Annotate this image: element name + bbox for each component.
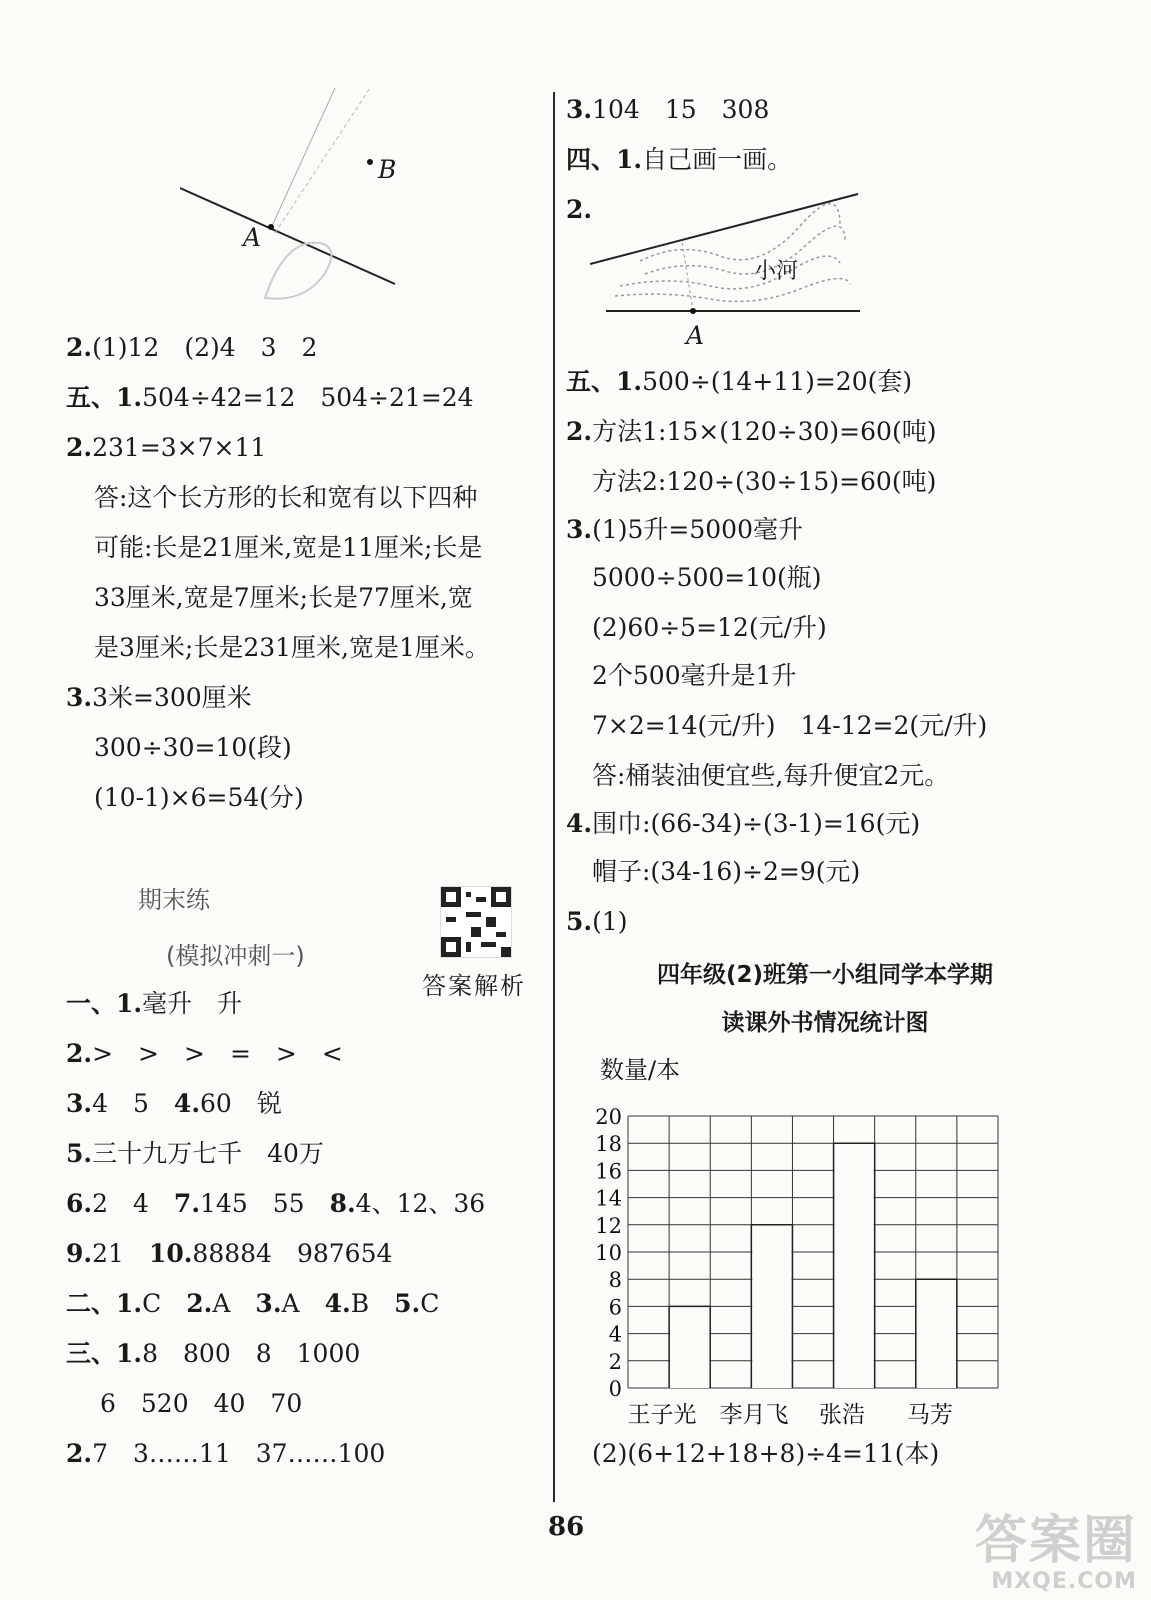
answer-line: 3.4 5 4.60 锐 bbox=[66, 1089, 282, 1118]
qr-code-icon[interactable] bbox=[440, 886, 512, 958]
answer-line: 五、1.504÷42=12 504÷21=24 bbox=[66, 383, 474, 412]
answer-line: (10-1)×6=54(分) bbox=[94, 783, 304, 812]
y-tick-label: 4 bbox=[608, 1322, 622, 1347]
answer-line: 可能:长是21厘米,宽是11厘米;长是 bbox=[94, 533, 483, 562]
answer-line: 四、1.自己画一画。 bbox=[566, 145, 793, 174]
answer-line: 2个500毫升是1升 bbox=[592, 661, 797, 690]
answer-line: 2.(1)12 (2)4 3 2 bbox=[66, 333, 318, 362]
answer-line: 6 520 40 70 bbox=[100, 1389, 303, 1418]
answer-line: 三、1.8 800 8 1000 bbox=[66, 1339, 361, 1368]
point-a-label: A bbox=[243, 223, 262, 252]
category-label: 李月飞 bbox=[719, 1402, 789, 1428]
y-tick-label: 12 bbox=[595, 1213, 622, 1238]
answer-line: 2.231=3×7×11 bbox=[66, 433, 267, 462]
chart-title: 四年级(2)班第一小组同学本学期 bbox=[656, 962, 994, 988]
column-divider bbox=[553, 92, 555, 1502]
y-tick-label: 8 bbox=[608, 1268, 622, 1293]
answer-line: 2.7 3……11 37……100 bbox=[66, 1439, 386, 1468]
answer-line: 一、1.毫升 升 bbox=[66, 989, 243, 1018]
page-number: 86 bbox=[548, 1512, 585, 1542]
bar bbox=[752, 1226, 791, 1388]
answer-line: 5000÷500=10(瓶) bbox=[592, 563, 822, 592]
answer-line: 5.(1) bbox=[566, 907, 628, 936]
answer-line: 3.(1)5升=5000毫升 bbox=[566, 515, 803, 544]
bar bbox=[670, 1307, 709, 1388]
bar bbox=[917, 1280, 956, 1388]
category-label: 马芳 bbox=[907, 1402, 953, 1428]
answer-line: 5.三十九万七千 40万 bbox=[66, 1139, 324, 1168]
qr-label: 答案解析 bbox=[422, 972, 526, 1000]
river-figure bbox=[590, 186, 880, 326]
category-label: 张浩 bbox=[819, 1402, 865, 1428]
y-tick-label: 6 bbox=[608, 1295, 622, 1320]
answer-line: 2. bbox=[566, 195, 593, 224]
answer-line: 答:桶装油便宜些,每升便宜2元。 bbox=[592, 761, 950, 790]
answer-line: 3.104 15 308 bbox=[566, 95, 770, 124]
point-b-label: B bbox=[378, 155, 397, 184]
y-tick-label: 18 bbox=[595, 1132, 622, 1157]
section-title-mask bbox=[215, 882, 357, 912]
point-a2-label: A bbox=[686, 321, 705, 350]
watermark-url: MXQE.COM bbox=[991, 1569, 1137, 1594]
watermark bbox=[975, 1513, 1137, 1594]
watermark-logo: 答案圈 bbox=[974, 1511, 1137, 1571]
river-label: 小河 bbox=[754, 259, 799, 284]
y-tick-label: 2 bbox=[608, 1349, 622, 1374]
answer-line: 6.2 4 7.145 55 8.4、12、36 bbox=[66, 1189, 486, 1218]
geometry-figure-left bbox=[180, 88, 420, 328]
y-tick-label: 10 bbox=[595, 1241, 622, 1265]
chart-subtitle: 读课外书情况统计图 bbox=[721, 1010, 929, 1036]
answer-line: 9.21 10.88884 987654 bbox=[66, 1239, 393, 1268]
answer-line: 4.围巾:(66-34)÷(3-1)=16(元) bbox=[566, 809, 921, 838]
answer-line: 是3厘米;长是231厘米,宽是1厘米。 bbox=[94, 633, 490, 662]
answer-line: 方法2:120÷(30÷15)=60(吨) bbox=[592, 467, 937, 496]
y-tick-label: 14 bbox=[595, 1186, 622, 1211]
answer-line: 3.3米=300厘米 bbox=[66, 683, 252, 712]
answer-line: 帽子:(34-16)÷2=9(元) bbox=[592, 857, 861, 886]
answer-line: 答:这个长方形的长和宽有以下四种 bbox=[94, 483, 478, 512]
category-label: 王子光 bbox=[627, 1402, 697, 1428]
answer-line: 五、1.500÷(14+11)=20(套) bbox=[566, 367, 913, 396]
final-answer-line: (2)(6+12+18+8)÷4=11(本) bbox=[592, 1439, 940, 1468]
answer-line: 7×2=14(元/升) 14-12=2(元/升) bbox=[592, 711, 988, 740]
bar bbox=[835, 1144, 874, 1388]
answer-line: 2.> > > = > < bbox=[66, 1039, 343, 1068]
answer-line: 33厘米,宽是7厘米;长是77厘米,宽 bbox=[94, 583, 473, 612]
section-subtitle: (模拟冲刺一) bbox=[166, 942, 305, 970]
bar-chart bbox=[590, 1100, 1030, 1440]
y-tick-label: 16 bbox=[595, 1159, 622, 1184]
chart-ylabel: 数量/本 bbox=[600, 1056, 681, 1084]
section-title: 期末练 bbox=[138, 886, 210, 914]
y-tick-label: 0 bbox=[608, 1377, 622, 1401]
answer-line: 2.方法1:15×(120÷30)=60(吨) bbox=[566, 417, 937, 446]
answer-line: 300÷30=10(段) bbox=[94, 733, 292, 762]
answer-line: (2)60÷5=12(元/升) bbox=[592, 613, 827, 642]
y-tick-label: 20 bbox=[595, 1105, 622, 1129]
answer-line: 二、1.C 2.A 3.A 4.B 5.C bbox=[66, 1289, 440, 1318]
